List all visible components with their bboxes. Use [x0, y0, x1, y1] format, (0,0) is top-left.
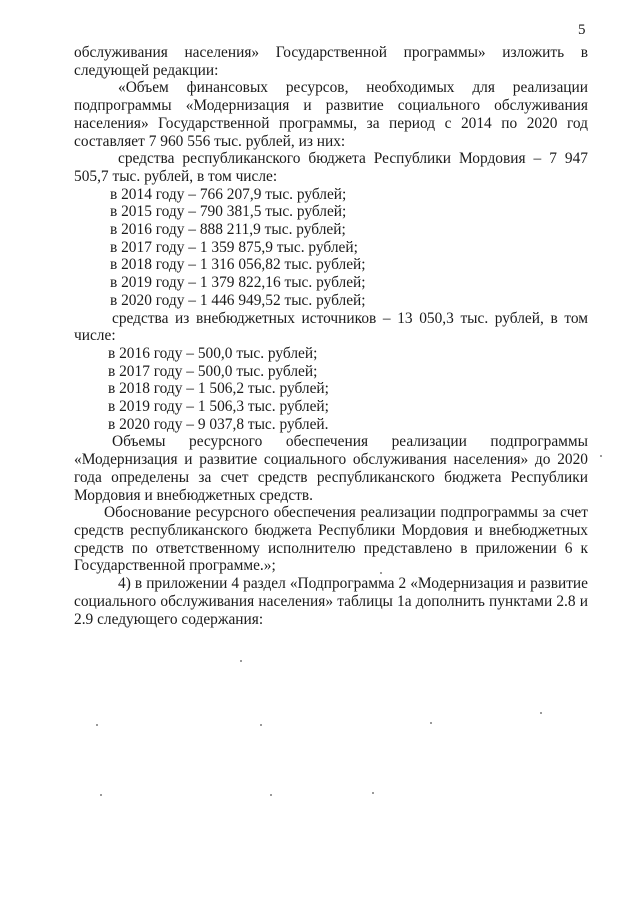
paragraph-volumes-determined: Объемы ресурсного обеспечения реализации подпрограммы «Модернизация и развитие социального обслуживания населения» до 2020 года определены за счет средств республиканского бюджета Республики Мордовия и внебюджетных средств. [74, 433, 588, 504]
list-item-budget-2020: в 2020 году – 1 446 949,52 тыс. рублей; [110, 291, 366, 309]
scan-speck [240, 660, 242, 662]
list-item-extra-2017: в 2017 году – 500,0 тыс. рублей; [108, 362, 318, 380]
list-item-budget-2019: в 2019 году – 1 379 822,16 тыс. рублей; [110, 274, 366, 292]
paragraph-funding-volume: «Объем финансовых ресурсов, необходимых для реализации подпрограммы «Модернизация и развитие социального обслуживания населения» Государственной программы, за период с 2014 по 2020 год составляет 7 960 556 тыс. рублей, из них: [74, 79, 588, 150]
paragraph-amendment-4: 4) в приложении 4 раздел «Подпрограмма 2 «Модернизация и развитие социального обслуживания населения» таблицы 1а дополнить пунктами 2.8 и 2.9 следующего содержания: [74, 575, 588, 628]
paragraph-continuation: обслуживания населения» Государственной программы» изложить в следующей редакции: [74, 44, 588, 79]
scan-speck [372, 792, 374, 794]
page-number: 5 [578, 22, 586, 38]
list-item-extra-2019: в 2019 году – 1 506,3 тыс. рублей; [108, 398, 329, 416]
scan-speck [430, 722, 432, 724]
list-item-budget-2014: в 2014 году – 766 207,9 тыс. рублей; [110, 185, 347, 203]
scan-speck [260, 724, 262, 726]
document-body [74, 44, 588, 628]
scan-speck [600, 455, 602, 457]
list-item-extra-2020: в 2020 году – 9 037,8 тыс. рублей. [108, 415, 329, 433]
list-item-extra-2018: в 2018 году – 1 506,2 тыс. рублей; [108, 380, 329, 398]
paragraph-republican-budget: средства республиканского бюджета Республики Мордовия – 7 947 505,7 тыс. рублей, в том числе: [74, 150, 588, 185]
list-item-budget-2015: в 2015 году – 790 381,5 тыс. рублей; [110, 203, 347, 221]
scan-speck [380, 572, 382, 574]
scan-speck [96, 724, 98, 726]
scan-speck [540, 712, 542, 714]
list-item-extra-2016: в 2016 году – 500,0 тыс. рублей; [108, 344, 318, 362]
list-item-budget-2016: в 2016 году – 888 211,9 тыс. рублей; [110, 221, 346, 239]
list-item-budget-2017: в 2017 году – 1 359 875,9 тыс. рублей; [110, 238, 358, 256]
scan-speck [270, 794, 272, 796]
paragraph-justification: Обоснование ресурсного обеспечения реализации подпрограммы за счет средств республиканского бюджета Республики Мордовия и внебюджетных средств по ответственному исполнителю представлено в приложении 6 к Государственной программе.»; [74, 504, 588, 575]
list-item-budget-2018: в 2018 году – 1 316 056,82 тыс. рублей; [110, 256, 366, 274]
paragraph-extrabudgetary: средства из внебюджетных источников – 13 050,3 тыс. рублей, в том числе: [74, 309, 588, 345]
scan-speck [100, 794, 102, 796]
